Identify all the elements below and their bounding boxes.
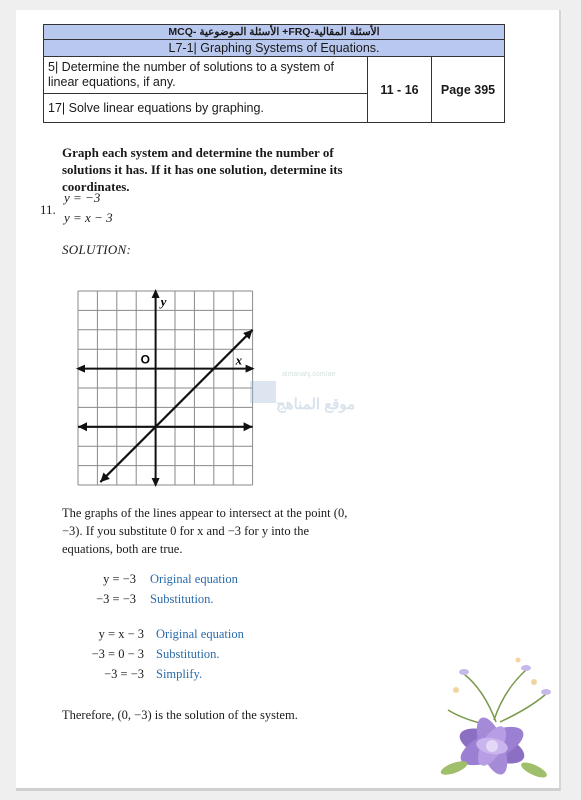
check-note: Original equation [150, 572, 238, 586]
equation-1: y = −3 [64, 190, 101, 205]
check-row [62, 647, 362, 667]
solution-label: SOLUTION: [62, 242, 132, 257]
objective-5: 5| Determine the number of solutions to a system of linear equations, if any. [44, 57, 368, 94]
watermark [230, 365, 370, 435]
check-group-1 [62, 572, 362, 612]
origin-label: O [140, 352, 150, 367]
exercise-number: 11. [40, 202, 56, 217]
y-axis-arrow-icon [152, 289, 160, 298]
watermark-text: موقع المناهج [276, 396, 356, 413]
problem-instruction: Graph each system and determine the number of solutions it has. If it has one solution, determine its coordinates. [62, 145, 343, 194]
x-axis-label: x [235, 352, 243, 368]
check-lhs: −3 = −3 [104, 667, 144, 681]
page-reference: Page 395 [432, 57, 505, 123]
check-note: Substitution. [150, 592, 214, 606]
graph-lines [78, 330, 253, 482]
graph-grid [78, 291, 253, 485]
line-arrow-icon [78, 422, 87, 431]
y-axis-label: y [160, 294, 167, 309]
header-banner: MCQ- الأسئلة الموضوعية +FRQ-الأسئلة المقالية [44, 25, 505, 40]
check-note: Original equation [156, 627, 244, 641]
conclusion-text: Therefore, (0, −3) is the solution of the system. [62, 708, 298, 722]
check-note: Simplify. [156, 667, 203, 681]
check-row [62, 572, 362, 592]
objective-17: 17| Solve linear equations by graphing. [44, 94, 368, 123]
check-lhs: y = x − 3 [98, 627, 144, 641]
check-row [62, 667, 362, 687]
watermark-logo-icon [250, 381, 276, 403]
watermark-url: almanahj.com/ae [282, 371, 336, 378]
exercise-range: 11 - 16 [368, 57, 432, 123]
check-row [62, 627, 362, 647]
check-lhs: −3 = −3 [96, 592, 136, 606]
x-axis-arrow-icon [76, 365, 85, 373]
flower-decoration-icon [434, 650, 556, 786]
equation-2: y = x − 3 [64, 210, 113, 225]
check-group-2 [62, 627, 362, 687]
header-table [43, 24, 505, 123]
lesson-title: L7-1| Graphing Systems of Equations. [44, 40, 505, 57]
y-axis-arrow-icon [152, 478, 160, 487]
check-lhs: −3 = 0 − 3 [91, 647, 144, 661]
explanation-text: The graphs of the lines appear to intersect at the point (0, −3). If you substitute 0 for x and −3 for y into the equations, both are true. [62, 506, 348, 556]
check-lhs: y = −3 [103, 572, 136, 586]
document-page [16, 10, 561, 791]
check-row [62, 592, 362, 612]
check-note: Substitution. [156, 647, 220, 661]
